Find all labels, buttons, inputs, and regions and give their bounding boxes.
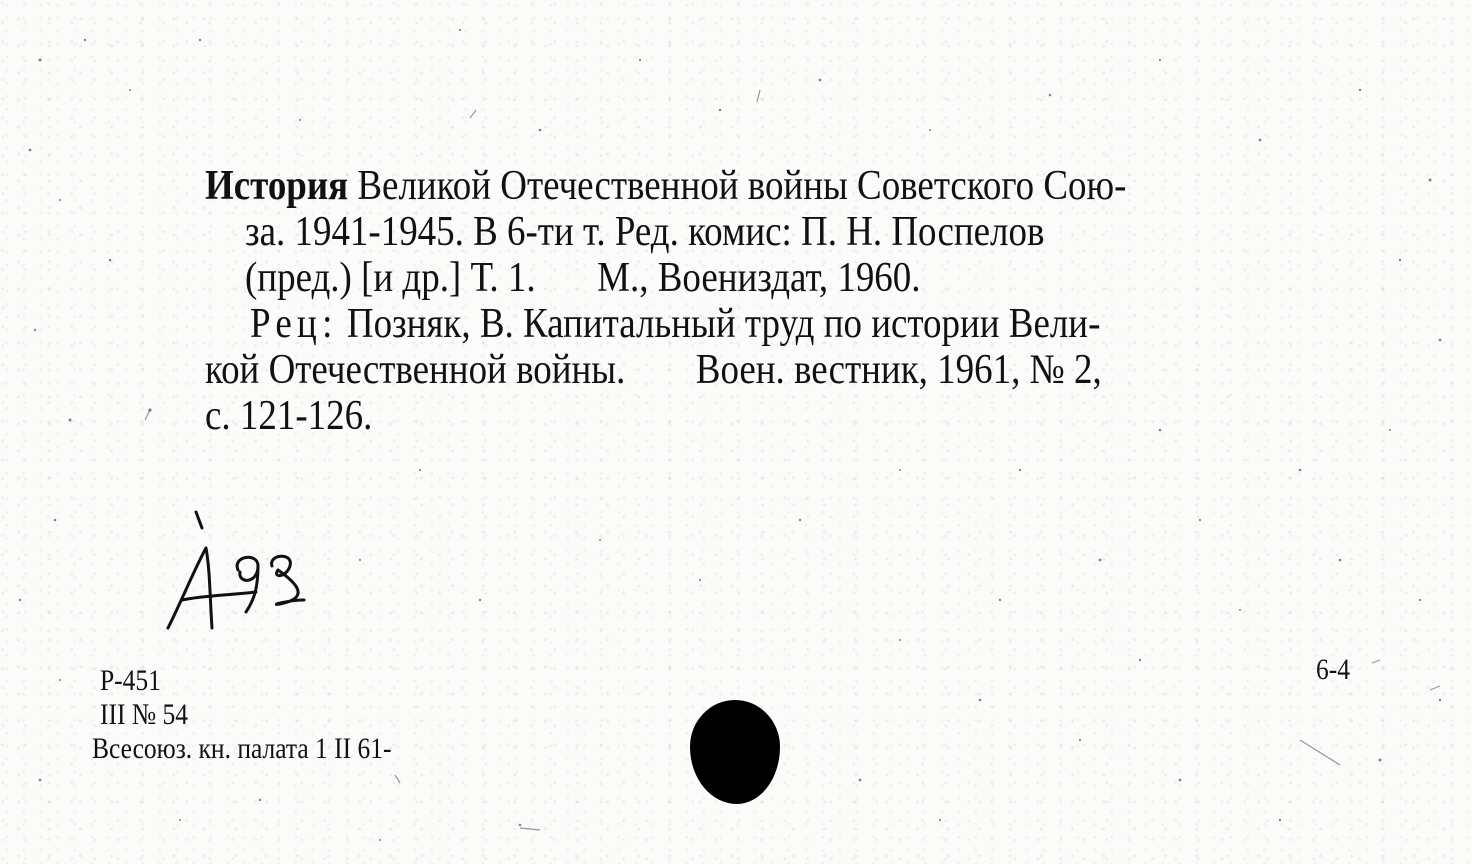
footer-right-code: 6-4 bbox=[1316, 653, 1350, 686]
review-pages: с. 121-126. bbox=[205, 393, 373, 439]
footer-code: Р-451 bbox=[100, 664, 161, 697]
review-article-title: кой Отечественной войны. bbox=[205, 347, 626, 393]
review-journal: Воен. вестник, 1961, № 2, bbox=[695, 347, 1102, 393]
review-text: Позняк, В. Капитальный труд по истории Вели- bbox=[337, 301, 1101, 347]
review-label: Рец: bbox=[250, 301, 338, 347]
review-continuation bbox=[205, 346, 1102, 394]
entry-publisher: М., Воениздат, 1960. bbox=[597, 255, 921, 301]
review-line bbox=[250, 300, 1100, 348]
entry-title-rest: Великой Отечественной войны Советского Сою- bbox=[348, 163, 1127, 209]
footer-publisher: Всесоюз. кн. палата 1 II 61- bbox=[92, 732, 392, 765]
entry-volume: (пред.) [и др.] Т. 1. bbox=[245, 255, 536, 301]
footer-issue: III № 54 bbox=[100, 698, 189, 731]
entry-title-line bbox=[205, 162, 1126, 210]
entry-title-continuation: за. 1941-1945. В 6-ти т. Ред. комис: П. Н. Поспелов bbox=[245, 209, 1045, 255]
handwritten-shelf-mark bbox=[160, 500, 330, 640]
entry-edition-line bbox=[245, 254, 920, 302]
entry-heading: История bbox=[205, 163, 349, 209]
